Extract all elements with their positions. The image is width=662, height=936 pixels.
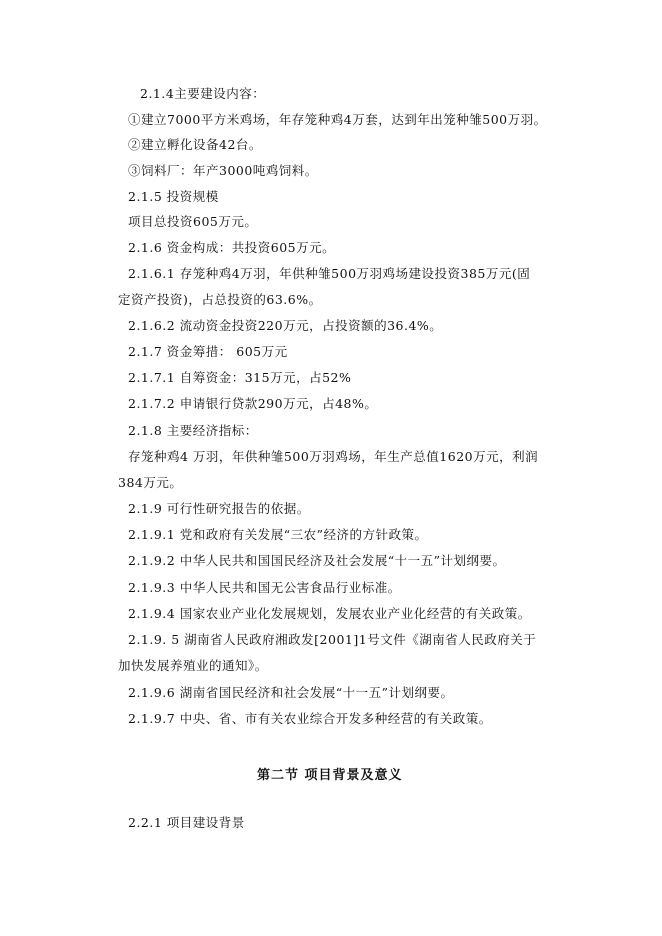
text-line: 2.1.5 投资规模 — [128, 189, 219, 204]
text-line: 2.1.9.2 中华人民共和国国民经济及社会发展“十一五”计划纲要。 — [128, 553, 506, 568]
text-line: 2.1.9 可行性研究报告的依据。 — [128, 501, 310, 516]
section-heading: 第二节 项目背景及意义 — [257, 768, 403, 783]
text-line: ③饲料厂：年产3000吨鸡饲料。 — [128, 163, 318, 178]
subsection-title: 2.2.1 项目建设背景 — [128, 815, 245, 830]
text-line: ①建立7000平方米鸡场，年存笼种鸡4万套，达到年出笼种雏500万羽。 — [128, 112, 547, 127]
text-line: 2.1.9.6 湖南省国民经济和社会发展“十一五”计划纲要。 — [128, 685, 454, 700]
text-line: 2.1.9. 5 湖南省人民政府湘政发[2001]1号文件《湖南省人民政府关于 — [128, 632, 537, 647]
text-line: 2.1.9.1 党和政府有关发展“三农”经济的方针政策。 — [128, 527, 428, 542]
text-line: 加快发展养殖业的通知》。 — [118, 658, 268, 673]
text-line: 2.1.9.7 中央、省、市有关农业综合开发多种经营的有关政策。 — [128, 711, 492, 726]
text-line: 2.1.9.3 中华人民共和国无公害食品行业标准。 — [128, 580, 401, 595]
text-line: 2.1.7 资金筹措： 605万元 — [128, 344, 288, 359]
text-line: 2.1.4主要建设内容： — [140, 86, 266, 101]
text-line: 2.1.6.2 流动资金投资220万元，占投资额的36.4%。 — [128, 318, 443, 333]
text-line: 项目总投资605万元。 — [128, 214, 258, 229]
text-line: 2.1.7.2 申请银行贷款290万元，占48%。 — [128, 396, 378, 411]
text-line: 2.1.6 资金构成：共投资605万元。 — [128, 240, 336, 255]
text-line: 2.1.6.1 存笼种鸡4万羽，年供种雏500万羽鸡场建设投资385万元(固 — [128, 266, 531, 281]
text-line: 2.1.8 主要经济指标： — [128, 423, 258, 438]
text-line: ②建立孵化设备42台。 — [128, 137, 262, 152]
text-line: 2.1.7.1 自筹资金：315万元，占52% — [128, 370, 352, 385]
text-line: 384万元。 — [118, 475, 183, 490]
text-line: 2.1.9.4 国家农业产业化发展规划，发展农业产业化经营的有关政策。 — [128, 606, 531, 621]
text-line: 存笼种鸡4 万羽，年供种雏500万羽鸡场，年生产总值1620万元，利润 — [128, 449, 539, 464]
text-line: 定资产投资)，占总投资的63.6%。 — [118, 292, 322, 307]
